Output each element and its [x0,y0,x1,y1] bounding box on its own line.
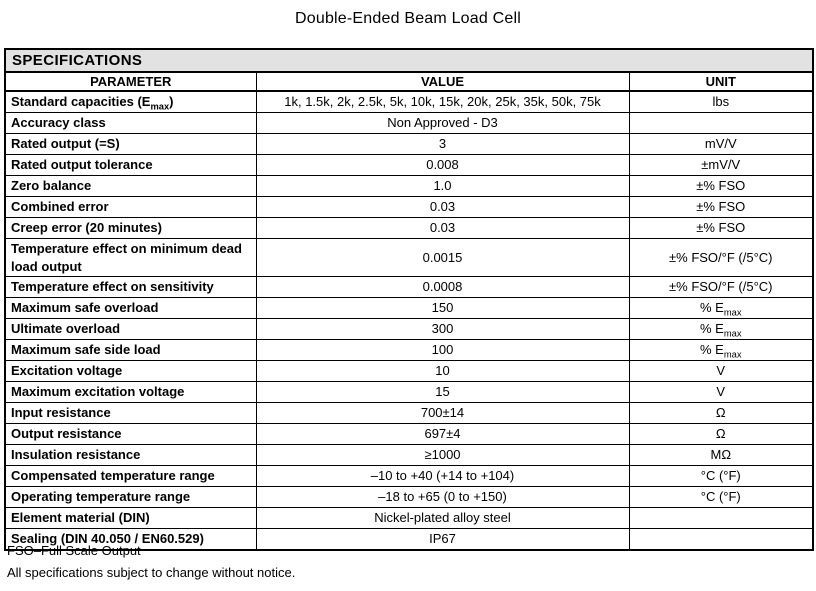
unit-cell [629,507,813,528]
parameter-cell: Combined error [5,196,256,217]
column-header-value: VALUE [256,72,629,91]
unit-cell: °C (°F) [629,486,813,507]
parameter-cell: Temperature effect on sensitivity [5,277,256,298]
value-cell: –10 to +40 (+14 to +104) [256,465,629,486]
unit-cell [629,112,813,133]
value-cell: 0.008 [256,154,629,175]
table-row [5,444,813,465]
parameter-cell: Compensated temperature range [5,465,256,486]
table-row [5,133,813,154]
value-cell: Non Approved - D3 [256,112,629,133]
column-header-row [5,72,813,91]
parameter-cell: Maximum safe side load [5,340,256,361]
table-row [5,340,813,361]
table-row [5,175,813,196]
table-row [5,238,813,277]
table-row [5,382,813,403]
value-cell: 1.0 [256,175,629,196]
table-row [5,319,813,340]
table-row [5,112,813,133]
unit-cell: °C (°F) [629,465,813,486]
specifications-table [4,48,814,551]
unit-cell: ±% FSO/°F (/5°C) [629,277,813,298]
table-row [5,154,813,175]
value-cell: 3 [256,133,629,154]
table-row [5,507,813,528]
parameter-cell: Input resistance [5,403,256,424]
unit-cell: ±% FSO [629,175,813,196]
page-title: Double-Ended Beam Load Cell [295,10,521,27]
table-row [5,91,813,112]
footnotes [7,543,295,587]
parameter-cell: Temperature effect on minimum dead load output [5,238,256,277]
table-row [5,361,813,382]
value-cell: 0.0008 [256,277,629,298]
value-cell: 0.03 [256,196,629,217]
value-cell: 100 [256,340,629,361]
unit-cell: % $E_{max}$ [629,319,813,340]
table-row [5,196,813,217]
value-cell: 0.03 [256,217,629,238]
parameter-cell: Maximum excitation voltage [5,382,256,403]
footnote-fso-definition: FSO–Full Scale Output [7,543,141,558]
value-cell: Nickel-plated alloy steel [256,507,629,528]
column-header-parameter: PARAMETER [5,72,256,91]
parameter-cell: Element material (DIN) [5,507,256,528]
parameter-cell: Sealing (DIN 40.050 / EN60.529) [5,528,256,549]
unit-cell: ±mV/V [629,154,813,175]
table-row [5,424,813,445]
value-cell: 150 [256,298,629,319]
unit-cell: ±% FSO/°F (/5°C) [629,238,813,277]
table-row [5,465,813,486]
value-cell: –18 to +65 (0 to +150) [256,486,629,507]
table-row [5,486,813,507]
unit-cell: mV/V [629,133,813,154]
unit-cell: Ω [629,424,813,445]
parameter-cell: Operating temperature range [5,486,256,507]
parameter-cell: Ultimate overload [5,319,256,340]
parameter-cell: Excitation voltage [5,361,256,382]
section-header-row [5,49,813,72]
value-cell: 700±14 [256,403,629,424]
table-section-title: SPECIFICATIONS [5,49,813,72]
unit-cell: V [629,361,813,382]
footnote-disclaimer: All specifications subject to change without notice. [7,565,296,580]
parameter-cell: Standard capacities $(E_{max})$ [5,91,256,112]
parameter-cell: Maximum safe overload [5,298,256,319]
unit-cell: ±% FSO [629,217,813,238]
value-cell: 300 [256,319,629,340]
parameter-cell: Rated output tolerance [5,154,256,175]
parameter-cell: Creep error (20 minutes) [5,217,256,238]
table-row [5,403,813,424]
parameter-cell: Accuracy class [5,112,256,133]
parameter-cell: Insulation resistance [5,444,256,465]
unit-cell: % $E_{max}$ [629,298,813,319]
parameter-cell: Zero balance [5,175,256,196]
unit-cell: ±% FSO [629,196,813,217]
value-cell: IP67 [256,528,629,549]
unit-cell: lbs [629,91,813,112]
unit-cell: % $E_{max}$ [629,340,813,361]
value-cell: 1k, 1.5k, 2k, 2.5k, 5k, 10k, 15k, 20k, 25k, 35k, 50k, 75k [256,91,629,112]
unit-cell [629,528,813,549]
spec-table-body [5,91,813,550]
value-cell: 0.0015 [256,238,629,277]
parameter-cell: Output resistance [5,424,256,445]
unit-cell: Ω [629,403,813,424]
column-header-unit: UNIT [629,72,813,91]
table-row [5,217,813,238]
table-row [5,277,813,298]
table-row [5,298,813,319]
unit-cell: MΩ [629,444,813,465]
value-cell: 10 [256,361,629,382]
value-cell: ≥1000 [256,444,629,465]
value-cell: 15 [256,382,629,403]
parameter-cell: Rated output (=S) [5,133,256,154]
unit-cell: V [629,382,813,403]
value-cell: 697±4 [256,424,629,445]
